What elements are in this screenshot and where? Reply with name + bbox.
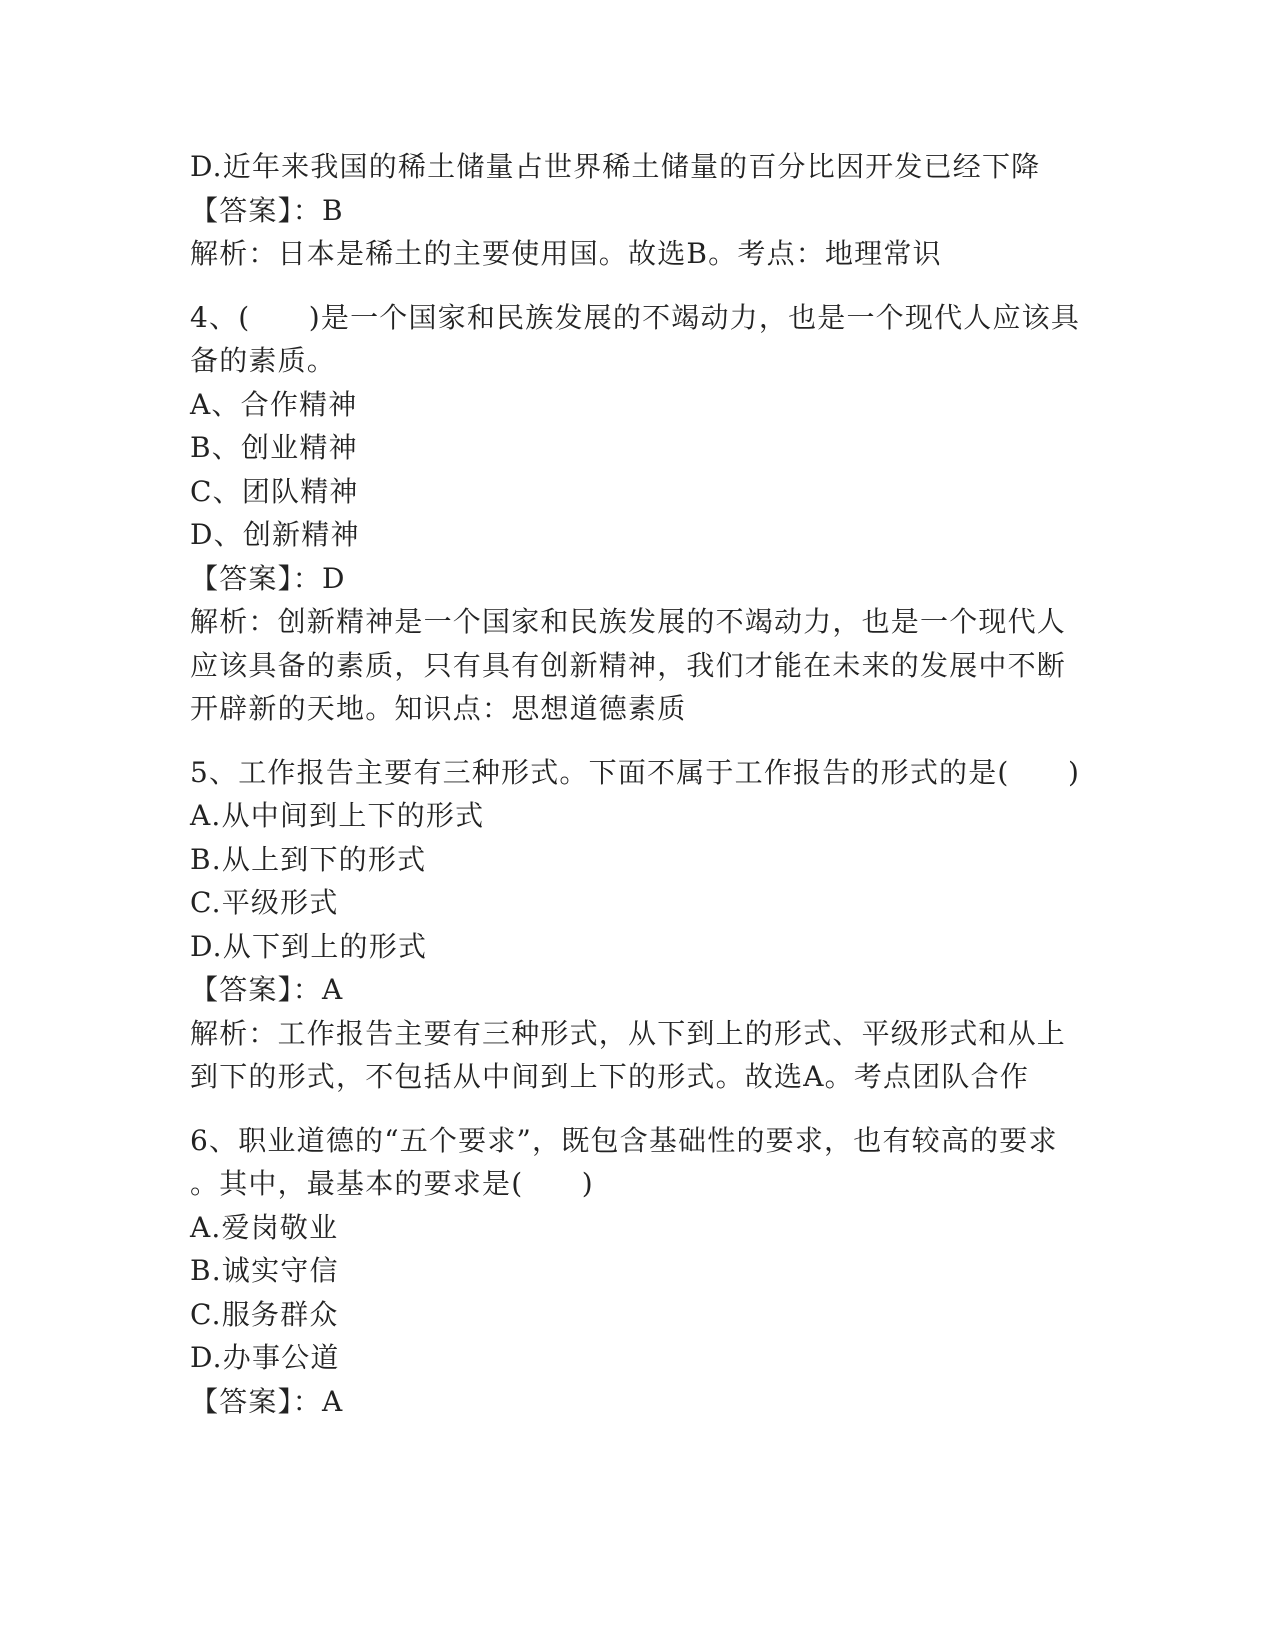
section-gap <box>190 276 1090 296</box>
q4-analysis-line3: 开辟新的天地。知识点：思想道德素质 <box>190 692 687 725</box>
q3-option-d: D.近年来我国的稀土储量占世界稀土储量的百分比因开发已经下降 <box>190 150 1041 183</box>
q6-option-c: C.服务群众 <box>190 1297 339 1331</box>
q5-option-b: B.从上到下的形式 <box>190 842 427 876</box>
q5-option-c: C.平级形式 <box>190 886 339 919</box>
q5-answer: 【答案】：A <box>190 973 344 1006</box>
q5-stem: 5、工作报告主要有三种形式。下面不属于工作报告的形式的是( ) <box>190 755 1081 789</box>
section-gap <box>190 1099 1090 1119</box>
q6-option-b: B.诚实守信 <box>190 1254 339 1287</box>
q5-analysis-line2: 到下的形式，不包括从中间到上下的形式。故选A。考点团队合作 <box>190 1060 1030 1093</box>
q4-option-a: A、合作精神 <box>190 387 358 421</box>
q4-stem-line2: 备的素质。 <box>190 344 337 377</box>
q4-option-b: B、创业精神 <box>190 431 358 464</box>
q4-answer: 【答案】：D <box>190 561 346 595</box>
q3-analysis: 解析：日本是稀土的主要使用国。故选B。考点：地理常识 <box>190 237 942 270</box>
q5-analysis-line1: 解析：工作报告主要有三种形式，从下到上的形式、平级形式和从上 <box>190 1016 1067 1050</box>
q6-option-d: D.办事公道 <box>190 1341 340 1374</box>
q6-option-a: A.爱岗敬业 <box>190 1210 339 1244</box>
q4-option-c: C、团队精神 <box>190 474 359 508</box>
q3-answer: 【答案】：B <box>190 193 344 227</box>
q4-analysis-line2: 应该具备的素质，只有具有创新精神，我们才能在未来的发展中不断 <box>190 648 1067 682</box>
q4-stem-line1: 4、( )是一个国家和民族发展的不竭动力，也是一个现代人应该具 <box>190 300 1081 334</box>
q6-stem-line2: 。其中，最基本的要求是( ) <box>190 1167 594 1200</box>
q4-analysis-line1: 解析：创新精神是一个国家和民族发展的不竭动力，也是一个现代人 <box>190 605 1067 638</box>
q6-stem-line1: 6、职业道德的“五个要求”，既包含基础性的要求，也有较高的要求 <box>190 1123 1058 1157</box>
q5-option-d: D.从下到上的形式 <box>190 929 428 963</box>
q6-answer: 【答案】：A <box>190 1384 344 1418</box>
section-gap <box>190 731 1090 751</box>
document-page <box>190 145 1090 1423</box>
q4-option-d: D、创新精神 <box>190 518 360 551</box>
q5-option-a: A.从中间到上下的形式 <box>190 799 485 832</box>
